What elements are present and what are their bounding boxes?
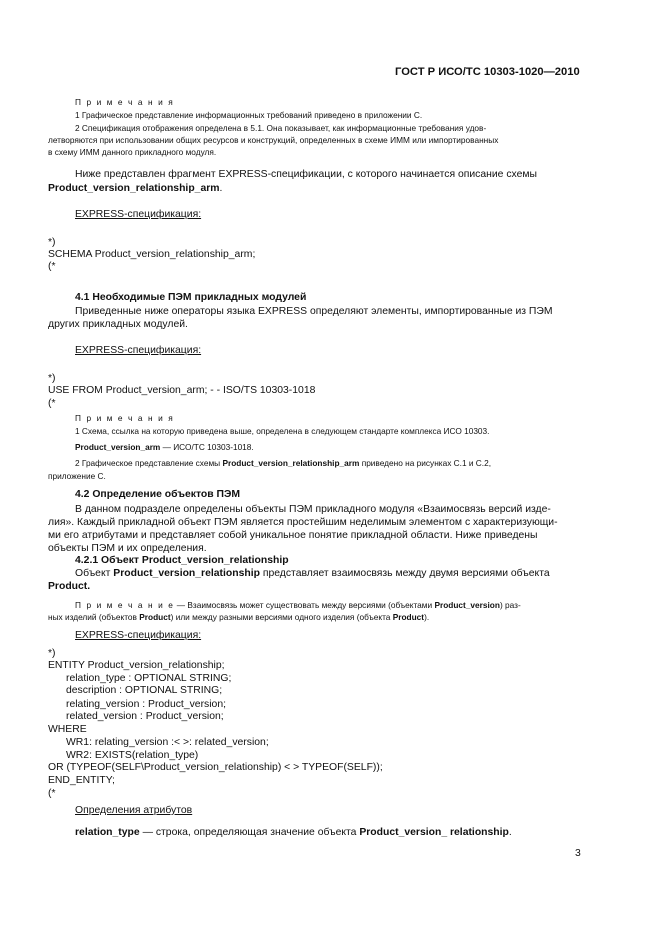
paragraph-line: В данном подразделе определены объекты ПЭМ прикладного модуля «Взаимосвязь версий изде- — [75, 504, 551, 515]
note-line: ных изделий (объектов Product) или между разными версиями одного изделия (объекта Product). — [48, 612, 430, 622]
notes-title: П р и м е ч а н и я — [75, 97, 175, 107]
attribute-definition: relation_type — строка, определяющая значение объекта Product_version_ relationship. — [75, 827, 512, 838]
paragraph-line: Объект Product_version_relationship представляет взаимосвязь между двумя версиями объекта — [75, 568, 550, 579]
schema-name: Product_version_relationship_arm — [48, 183, 220, 194]
express-spec-label: EXPRESS-спецификация: — [75, 345, 202, 356]
paragraph-line: Приведенные ниже операторы языка EXPRESS определяют элементы, импортированные из ПЭМ — [75, 306, 553, 317]
code-line: relating_version : Product_version; — [66, 699, 226, 710]
code-line: END_ENTITY; — [48, 775, 115, 786]
code-line: *) — [48, 373, 56, 384]
code-line: related_version : Product_version; — [66, 711, 224, 722]
code-line: WR1: relating_version :< >: related_version; — [66, 737, 269, 748]
note-line: 2 Спецификация отображения определена в 5.1. Она показывает, как информационные требования удов- — [75, 123, 487, 133]
express-spec-label: EXPRESS-спецификация: — [75, 209, 202, 220]
code-line: (* — [48, 788, 56, 799]
code-line: description : OPTIONAL STRING; — [66, 685, 223, 696]
paragraph-line: ми его атрибутами и представляет собой уникальное понятие прикладной области. Ниже приведены — [48, 530, 538, 541]
code-line: (* — [48, 398, 56, 409]
paragraph-line: объекты ПЭМ и их определения. — [48, 543, 207, 554]
note-line: П р и м е ч а н и е — Взаимосвязь может существовать между версиями (объектами Product_version) раз- — [75, 600, 521, 610]
subsection-heading: 4.2.1 Объект Product_version_relationship — [75, 555, 289, 566]
code-line: relation_type : OPTIONAL STRING; — [66, 673, 232, 684]
note-line: 1 Графическое представление информационных требований приведено в приложении С. — [75, 110, 423, 120]
paragraph-line: Product_version_relationship_arm. — [48, 183, 223, 194]
code-line: WHERE — [48, 724, 87, 735]
code-line: (* — [48, 261, 56, 272]
code-line: *) — [48, 648, 56, 659]
note-line: летворяются при использовании общих ресурсов и конструкций, определенных в схеме ИММ или импортированных — [48, 135, 499, 145]
code-line: USE FROM Product_version_arm; - - ISO/TS 10303-1018 — [48, 385, 316, 396]
note-line: Product_version_arm — ИСО/ТС 10303-1018. — [75, 442, 254, 452]
code-line: WR2: EXISTS(relation_type) — [66, 750, 199, 761]
paragraph-line: других прикладных модулей. — [48, 319, 188, 330]
paragraph-line: лия». Каждый прикладной объект ПЭМ является простейшим неделимым элементом с характеризующи- — [48, 517, 558, 528]
note-line: в схему ИММ данного прикладного модуля. — [48, 147, 217, 157]
note-line: приложение С. — [48, 471, 106, 481]
attribute-definitions-label: Определения атрибутов — [75, 805, 193, 816]
document-id: ГОСТ Р ИСО/ТС 10303-1020—2010 — [395, 66, 580, 78]
section-heading: 4.2 Определение объектов ПЭМ — [75, 489, 241, 500]
entity-name: Product. — [48, 581, 91, 592]
express-spec-label: EXPRESS-спецификация: — [75, 630, 202, 641]
notes-title: П р и м е ч а н и я — [75, 413, 175, 423]
note-line: 2 Графическое представление схемы Product_version_relationship_arm приведено на рисунках С.1 и С.2, — [75, 458, 492, 468]
code-line: *) — [48, 237, 56, 248]
code-line: SCHEMA Product_version_relationship_arm; — [48, 249, 256, 260]
section-heading: 4.1 Необходимые ПЭМ прикладных модулей — [75, 292, 307, 303]
page-number: 3 — [575, 848, 581, 859]
code-line: OR (TYPEOF(SELF\Product_version_relationship) < > TYPEOF(SELF)); — [48, 762, 383, 773]
note-line: 1 Схема, ссылка на которую приведена выше, определена в следующем стандарте комплекса ИСО 10303. — [75, 426, 490, 436]
paragraph-line: Ниже представлен фрагмент EXPRESS-спецификации, с которого начинается описание схемы — [75, 169, 538, 180]
code-line: ENTITY Product_version_relationship; — [48, 660, 225, 671]
